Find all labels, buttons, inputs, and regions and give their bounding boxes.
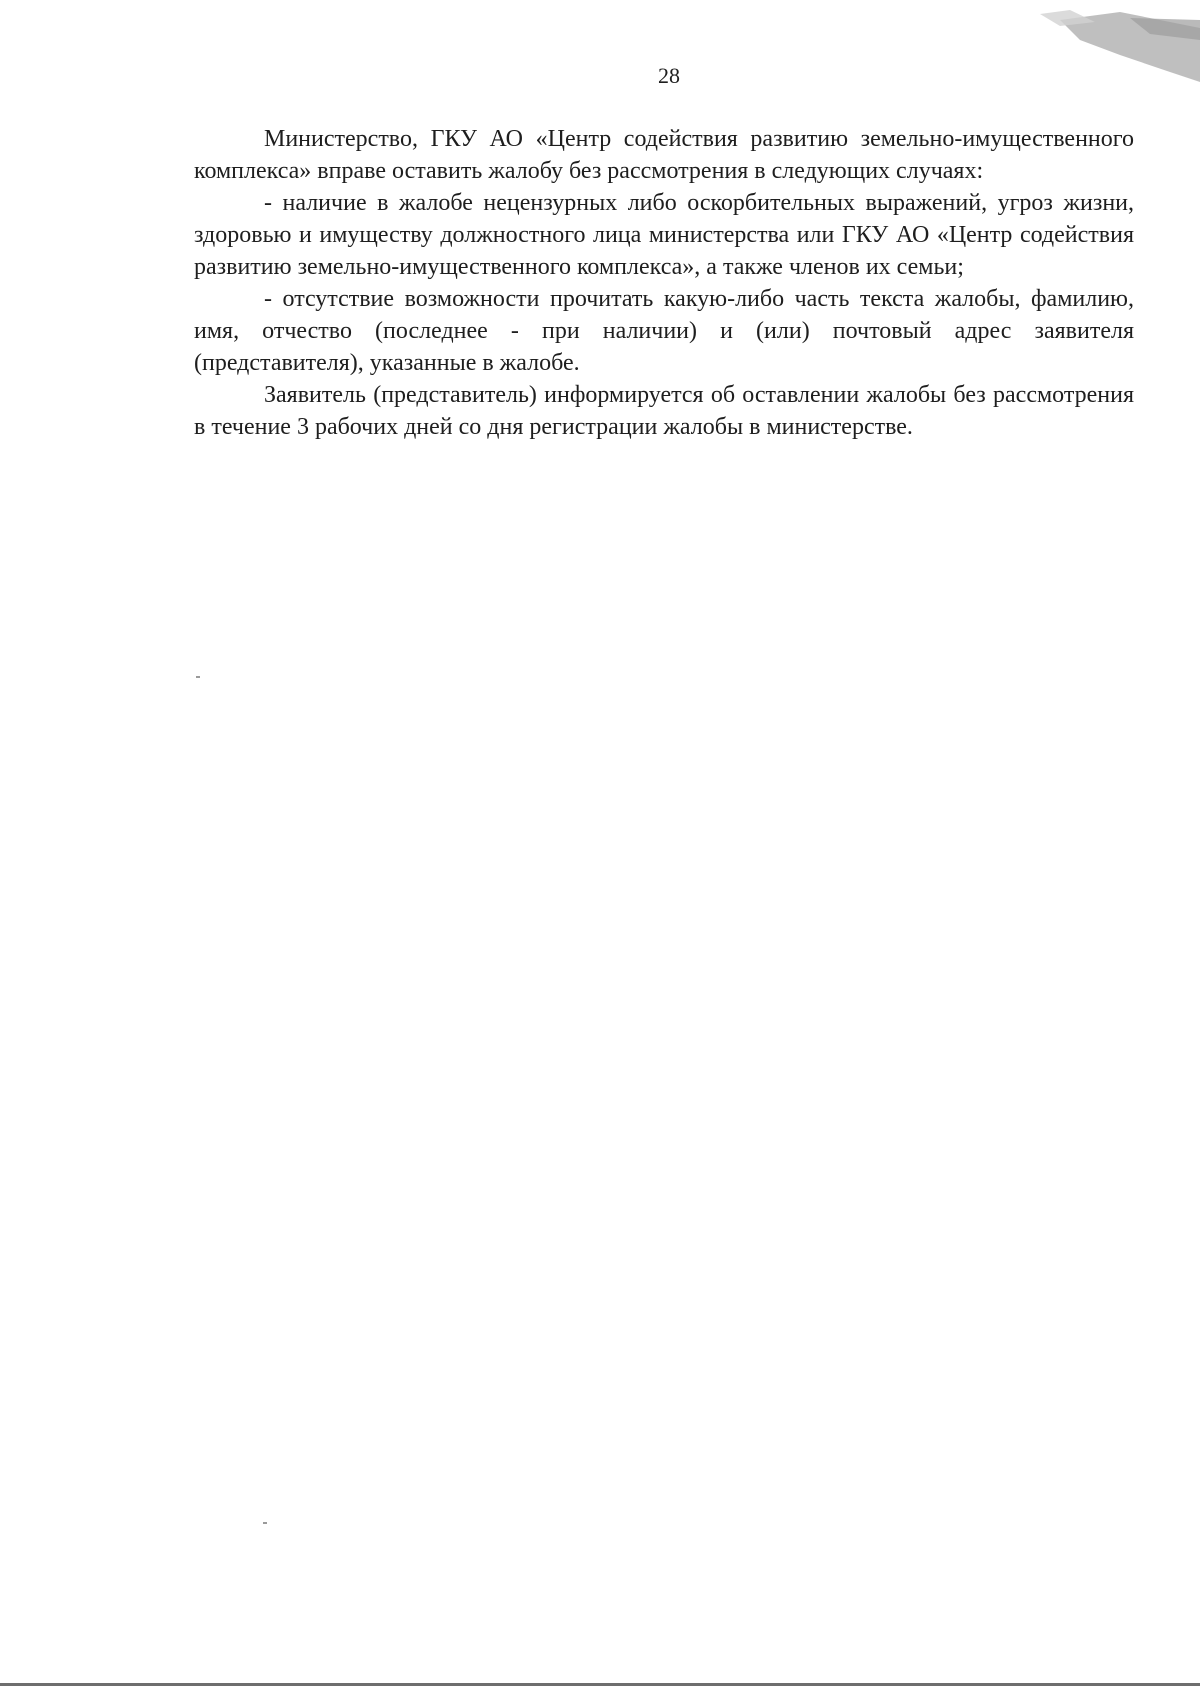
paragraph-applicant-notification: Заявитель (представитель) информируется об оставлении жалобы без рассмотрения в течение 3 рабочих дней со дня регистрации жалобы в министерстве. [194, 382, 1134, 440]
paragraph-unreadable-text: - отсутствие возможности прочитать какую-либо часть текста жалобы, фамилию, имя, отчество (последнее - при наличии) и (или) почтовый адрес заявителя (представителя), указанные в жалобе. [194, 286, 1134, 376]
scan-speck [196, 676, 200, 678]
scan-bottom-edge [0, 1683, 1200, 1686]
page-number: 28 [658, 63, 680, 88]
paragraph-obscene-expressions: - наличие в жалобе нецензурных либо оскорбительных выражений, угроз жизни, здоровью и имуществу должностного лица министерства или ГКУ АО «Центр содействия развитию земельно-имущественного комплекса», а также членов их семьи; [194, 190, 1134, 280]
paragraph-complaint-grounds: Министерство, ГКУ АО «Центр содействия развитию земельно-имущественного комплекса» вправе оставить жалобу без рассмотрения в следующих случаях: [194, 126, 1134, 184]
scan-speck [263, 1522, 267, 1524]
body-text [194, 123, 1134, 443]
